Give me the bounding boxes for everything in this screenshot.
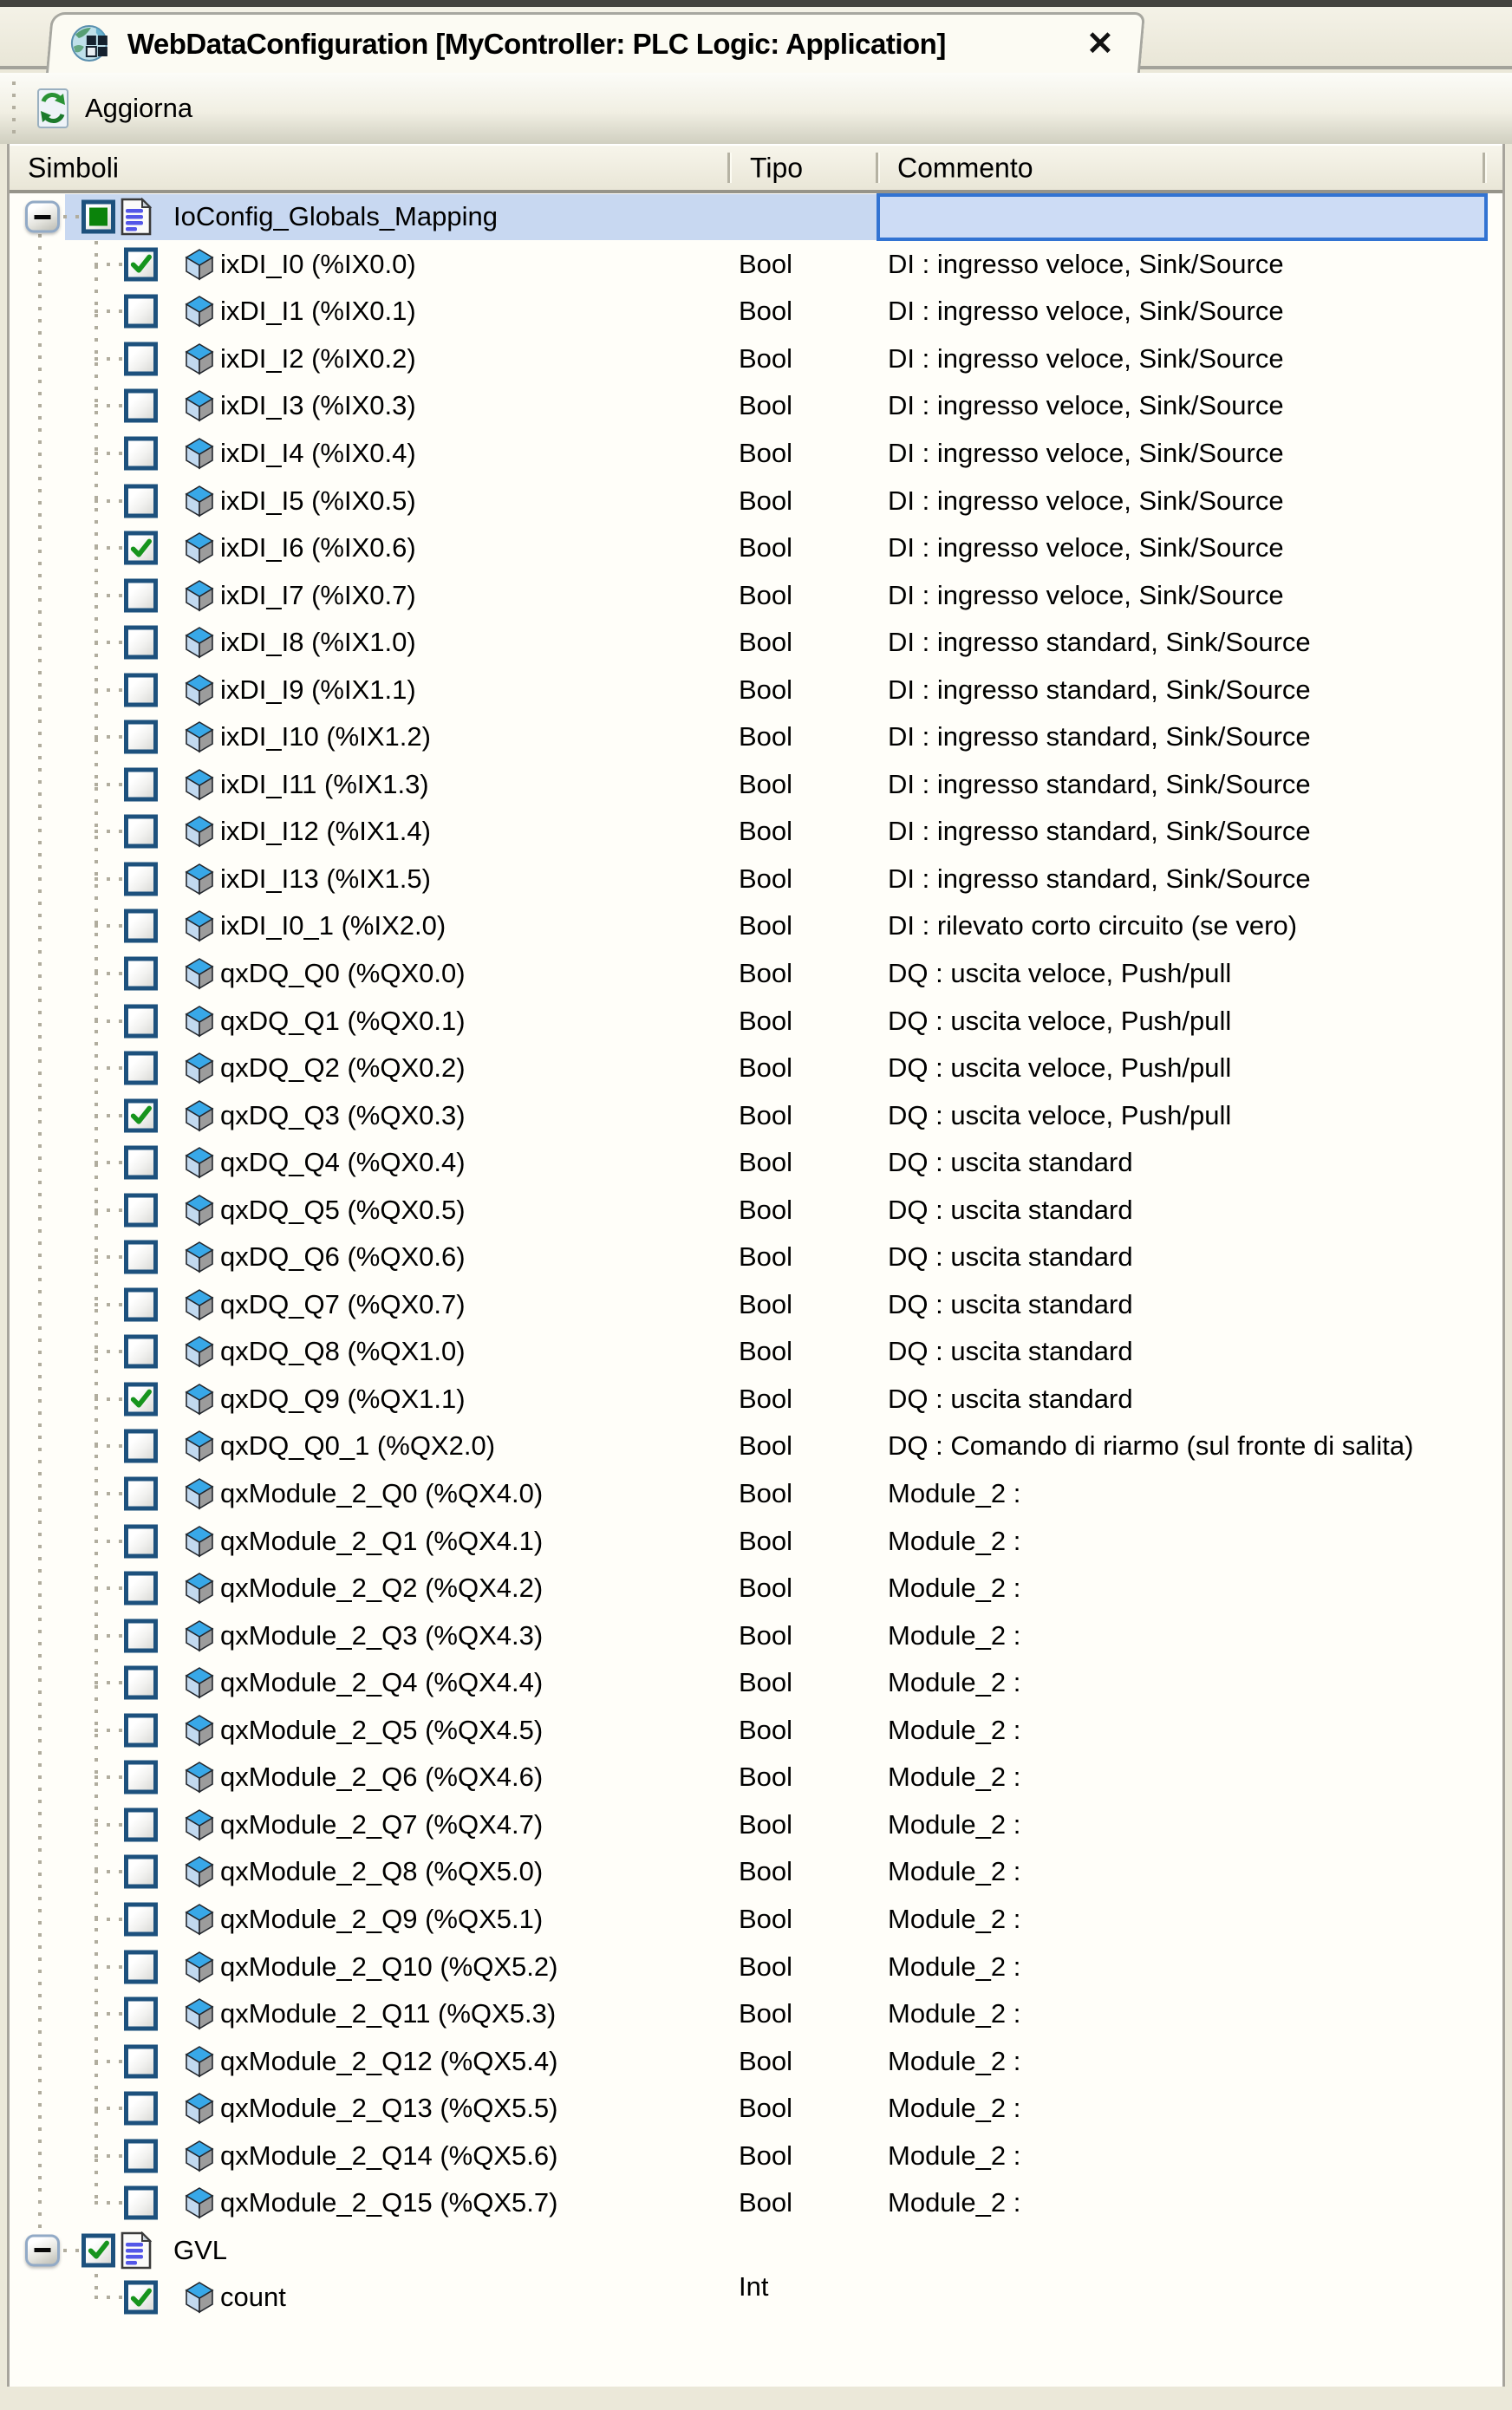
symbol-row[interactable]	[10, 1848, 1502, 1896]
symbol-comment: DQ : uscita standard	[888, 1383, 1133, 1414]
symbol-comment: DI : ingresso standard, Sink/Source	[888, 721, 1311, 752]
symbol-name: qxModule_2_Q13 (%QX5.5)	[220, 2093, 558, 2124]
group-name: IoConfig_Globals_Mapping	[173, 201, 498, 232]
symbol-type: Bool	[739, 1194, 793, 1225]
symbol-row[interactable]	[10, 1423, 1502, 1470]
column-header-tipo[interactable]: Tipo	[750, 152, 804, 183]
variable-icon	[185, 579, 214, 612]
table-header	[10, 144, 1502, 193]
symbol-name: qxDQ_Q8 (%QX1.0)	[220, 1336, 466, 1367]
symbol-comment: Module_2 :	[888, 2093, 1021, 2124]
symbol-comment: Module_2 :	[888, 1667, 1021, 1698]
symbol-name: qxModule_2_Q5 (%QX4.5)	[220, 1714, 544, 1745]
symbol-checkbox[interactable]	[124, 1619, 158, 1652]
symbol-row[interactable]	[10, 1186, 1502, 1234]
variable-icon	[185, 2281, 214, 2314]
symbol-comment: DI : ingresso standard, Sink/Source	[888, 816, 1311, 847]
symbol-type: Bool	[739, 248, 793, 279]
symbol-comment: DI : ingresso standard, Sink/Source	[888, 627, 1311, 658]
symbol-type: Bool	[739, 2187, 793, 2218]
symbol-checkbox[interactable]	[124, 1572, 158, 1606]
variable-icon	[185, 1619, 214, 1652]
symbol-name: ixDI_I1 (%IX0.1)	[220, 296, 416, 327]
symbol-checkbox[interactable]	[124, 1761, 158, 1794]
symbol-type: Bool	[739, 438, 793, 468]
symbol-row[interactable]	[10, 571, 1502, 619]
symbol-comment: DQ : uscita standard	[888, 1288, 1133, 1319]
variable-icon	[185, 1714, 214, 1747]
variable-icon	[185, 2186, 214, 2219]
symbol-type: Bool	[739, 816, 793, 847]
symbol-row[interactable]	[10, 1896, 1502, 1944]
symbol-name: qxModule_2_Q3 (%QX4.3)	[220, 1619, 544, 1651]
symbol-type: Bool	[739, 1951, 793, 1982]
symbol-row[interactable]	[10, 997, 1502, 1045]
symbol-name: qxDQ_Q0_1 (%QX2.0)	[220, 1430, 496, 1462]
symbol-checkbox[interactable]	[124, 1287, 158, 1321]
variable-icon	[185, 815, 214, 848]
symbol-comment: DQ : uscita standard	[888, 1147, 1133, 1178]
variable-icon	[185, 485, 214, 518]
symbol-type: Bool	[739, 627, 793, 658]
symbol-row[interactable]	[10, 619, 1502, 667]
symbol-checkbox[interactable]	[124, 1713, 158, 1747]
symbol-checkbox[interactable]	[124, 1477, 158, 1511]
symbol-comment: Module_2 :	[888, 1762, 1021, 1793]
symbol-comment: DI : ingresso standard, Sink/Source	[888, 863, 1311, 894]
column-resize-handle[interactable]	[876, 153, 878, 184]
symbol-type: Bool	[739, 1052, 793, 1084]
symbol-row[interactable]	[10, 761, 1502, 809]
symbol-type: Bool	[739, 342, 793, 374]
symbol-row[interactable]	[10, 1470, 1502, 1518]
symbol-checkbox[interactable]	[124, 2139, 158, 2172]
symbol-type: Bool	[739, 1525, 793, 1556]
symbol-row[interactable]	[10, 713, 1502, 761]
symbol-checkbox[interactable]	[124, 1808, 158, 1841]
variable-icon	[185, 437, 214, 470]
symbol-type: Bool	[739, 296, 793, 327]
symbol-comment: DQ : uscita veloce, Push/pull	[888, 958, 1232, 989]
symbol-row[interactable]	[10, 950, 1502, 998]
symbol-comment: DI : ingresso veloce, Sink/Source	[888, 485, 1284, 516]
symbol-comment: Module_2 :	[888, 2140, 1021, 2171]
group-name: GVL	[173, 2234, 228, 2265]
symbol-name: ixDI_I7 (%IX0.7)	[220, 579, 416, 610]
symbol-row[interactable]	[10, 288, 1502, 335]
symbol-name: qxModule_2_Q6 (%QX4.6)	[220, 1762, 544, 1793]
symbol-comment: DI : ingresso veloce, Sink/Source	[888, 296, 1284, 327]
symbol-type: Bool	[739, 768, 793, 799]
variable-icon	[185, 1005, 214, 1038]
symbol-name: ixDI_I12 (%IX1.4)	[220, 816, 431, 847]
symbol-checkbox[interactable]	[124, 484, 158, 518]
symbol-row[interactable]	[10, 335, 1502, 383]
column-header-simboli[interactable]: Simboli	[28, 152, 119, 183]
symbol-row[interactable]	[10, 2179, 1502, 2227]
symbol-checkbox[interactable]	[124, 1193, 158, 1227]
variable-icon	[185, 1808, 214, 1841]
symbol-type: Bool	[739, 674, 793, 705]
symbol-comment: Module_2 :	[888, 2187, 1021, 2218]
symbol-row[interactable]	[10, 524, 1502, 572]
variable-icon	[185, 1761, 214, 1794]
symbol-type: Bool	[739, 1430, 793, 1462]
symbol-comment: DQ : uscita standard	[888, 1241, 1133, 1273]
symbol-name: qxDQ_Q6 (%QX0.6)	[220, 1241, 466, 1273]
variable-icon	[185, 389, 214, 422]
symbol-type: Bool	[739, 2045, 793, 2076]
symbol-row[interactable]	[10, 1565, 1502, 1612]
variable-icon	[185, 1572, 214, 1605]
symbol-name: qxModule_2_Q0 (%QX4.0)	[220, 1478, 544, 1509]
refresh-label: Aggiorna	[85, 93, 193, 123]
symbol-name: qxModule_2_Q10 (%QX5.2)	[220, 1951, 558, 1982]
symbol-checkbox[interactable]	[124, 673, 158, 707]
variable-icon	[185, 2140, 214, 2172]
variable-icon	[185, 342, 214, 375]
symbol-type: Bool	[739, 1762, 793, 1793]
symbol-comment: DQ : Comando di riarmo (sul fronte di salita)	[888, 1430, 1414, 1462]
minus-glyph	[35, 215, 51, 219]
symbol-row[interactable]	[10, 1376, 1502, 1423]
variable-icon	[185, 1194, 214, 1227]
symbol-type: Int	[739, 2271, 769, 2303]
symbol-checkbox[interactable]	[124, 626, 158, 660]
symbol-row[interactable]	[10, 1234, 1502, 1281]
symbol-checkbox[interactable]	[81, 200, 115, 234]
symbol-type: Bool	[739, 579, 793, 610]
symbol-type: Bool	[739, 1856, 793, 1887]
symbol-type: Bool	[739, 863, 793, 894]
variable-icon	[185, 1288, 214, 1321]
symbol-row[interactable]	[10, 1091, 1502, 1139]
symbol-name: ixDI_I6 (%IX0.6)	[220, 532, 416, 563]
refresh-button[interactable]	[35, 88, 192, 129]
symbol-type: Bool	[739, 958, 793, 989]
symbol-name: qxDQ_Q4 (%QX0.4)	[220, 1147, 466, 1178]
column-header-commento[interactable]: Commento	[897, 152, 1033, 183]
symbol-type: Bool	[739, 485, 793, 516]
symbol-comment: DQ : uscita veloce, Push/pull	[888, 1005, 1232, 1036]
symbol-comment: Module_2 :	[888, 1903, 1021, 1934]
symbol-name: ixDI_I0_1 (%IX2.0)	[220, 910, 446, 941]
symbol-checkbox[interactable]	[124, 862, 158, 896]
symbol-checkbox[interactable]	[124, 815, 158, 849]
symbol-comment: DI : ingresso standard, Sink/Source	[888, 674, 1311, 705]
toolbar	[0, 73, 1512, 144]
symbol-checkbox[interactable]	[124, 767, 158, 801]
symbol-row[interactable]	[10, 2132, 1502, 2179]
symbol-row[interactable]	[10, 382, 1502, 430]
variable-icon	[185, 1335, 214, 1368]
collapse-expander[interactable]	[25, 201, 60, 233]
symbol-checkbox[interactable]	[124, 247, 158, 281]
symbol-type: Bool	[739, 1478, 793, 1509]
variable-icon	[185, 1383, 214, 1416]
symbol-checkbox[interactable]	[124, 437, 158, 471]
symbol-checkbox[interactable]	[124, 342, 158, 375]
window-bottom-strip	[0, 2387, 1512, 2410]
window-title: WebDataConfiguration [MyController: PLC Logic: Application]	[127, 27, 946, 60]
symbol-comment: DI : ingresso veloce, Sink/Source	[888, 342, 1284, 374]
variable-icon	[185, 1241, 214, 1273]
symbol-type: Bool	[739, 1619, 793, 1651]
symbol-name: ixDI_I8 (%IX1.0)	[220, 627, 416, 658]
variable-icon	[185, 768, 214, 801]
symbol-checkbox[interactable]	[124, 1146, 158, 1180]
symbol-comment: DQ : uscita standard	[888, 1194, 1133, 1225]
symbol-comment: Module_2 :	[888, 1619, 1021, 1651]
variable-icon	[185, 1477, 214, 1510]
symbol-name: qxModule_2_Q11 (%QX5.3)	[220, 1998, 557, 2029]
variable-icon	[185, 626, 214, 659]
symbol-checkbox[interactable]	[124, 295, 158, 329]
symbol-comment: DQ : uscita veloce, Push/pull	[888, 1099, 1232, 1130]
symbol-row[interactable]	[10, 1045, 1502, 1092]
symbol-row[interactable]	[10, 808, 1502, 856]
symbol-type: Bool	[739, 1288, 793, 1319]
symbol-type: Bool	[739, 1998, 793, 2029]
symbol-type: Bool	[739, 1241, 793, 1273]
variable-icon	[185, 674, 214, 707]
symbol-row[interactable]	[10, 1328, 1502, 1376]
variable-icon	[185, 1666, 214, 1699]
symbol-comment: DI : ingresso veloce, Sink/Source	[888, 579, 1284, 610]
variable-icon	[185, 1099, 214, 1132]
variable-icon	[185, 1052, 214, 1084]
symbol-comment: Module_2 :	[888, 1808, 1021, 1840]
symbol-name: qxDQ_Q1 (%QX0.1)	[220, 1005, 466, 1036]
symbol-checkbox[interactable]	[124, 1950, 158, 1983]
symbol-row[interactable]	[10, 2271, 1502, 2322]
symbol-name: ixDI_I10 (%IX1.2)	[220, 721, 431, 752]
symbol-checkbox[interactable]	[124, 1335, 158, 1369]
symbol-checkbox[interactable]	[124, 1241, 158, 1274]
variable-icon	[185, 1997, 214, 2030]
symbol-name: qxModule_2_Q15 (%QX5.7)	[220, 2187, 558, 2218]
symbol-name: qxDQ_Q5 (%QX0.5)	[220, 1194, 466, 1225]
symbol-row[interactable]	[10, 1801, 1502, 1849]
variable-icon	[185, 295, 214, 328]
symbol-checkbox[interactable]	[124, 1430, 158, 1463]
symbol-type: Bool	[739, 1714, 793, 1745]
symbol-row[interactable]	[10, 1139, 1502, 1187]
variable-icon	[185, 248, 214, 281]
symbol-comment: DQ : uscita standard	[888, 1336, 1133, 1367]
symbol-type: Bool	[739, 1147, 793, 1178]
symbol-comment: Module_2 :	[888, 1951, 1021, 1982]
symbol-type: Bool	[739, 1005, 793, 1036]
symbol-comment: DI : ingresso veloce, Sink/Source	[888, 438, 1284, 468]
symbol-row[interactable]	[10, 1707, 1502, 1755]
webdata-globe-icon	[70, 24, 110, 64]
variable-icon	[185, 1855, 214, 1888]
variable-icon	[185, 909, 214, 942]
symbol-checkbox[interactable]	[124, 1098, 158, 1132]
minus-glyph	[35, 2248, 51, 2252]
symbol-name: ixDI_I11 (%IX1.3)	[220, 768, 429, 799]
close-icon[interactable]: ✕	[1086, 25, 1114, 62]
symbol-checkbox[interactable]	[124, 2281, 158, 2315]
refresh-icon	[35, 88, 71, 129]
symbol-type: Bool	[739, 1808, 793, 1840]
symbol-comment: DI : ingresso standard, Sink/Source	[888, 768, 1311, 799]
symbol-name: ixDI_I5 (%IX0.5)	[220, 485, 416, 516]
symbol-comment: DI : ingresso veloce, Sink/Source	[888, 390, 1284, 421]
symbol-checkbox[interactable]	[124, 909, 158, 943]
symbol-name: qxModule_2_Q1 (%QX4.1)	[220, 1525, 544, 1556]
symbol-row[interactable]	[10, 1612, 1502, 1659]
variable-icon	[185, 720, 214, 753]
variable-icon	[185, 1951, 214, 1983]
symbol-checkbox[interactable]	[124, 1666, 158, 1700]
symbol-comment: DI : ingresso veloce, Sink/Source	[888, 248, 1284, 279]
symbol-type: Bool	[739, 532, 793, 563]
symbol-type: Bool	[739, 1573, 793, 1604]
webdataconfiguration-tab[interactable]	[46, 12, 1145, 73]
symbol-row[interactable]	[10, 1659, 1502, 1707]
symbol-type: Bool	[739, 910, 793, 941]
symbol-name: ixDI_I3 (%IX0.3)	[220, 390, 416, 421]
variable-icon	[185, 2045, 214, 2078]
symbol-comment: Module_2 :	[888, 1714, 1021, 1745]
symbol-type: Bool	[739, 390, 793, 421]
symbol-comment: Module_2 :	[888, 1478, 1021, 1509]
symbol-checkbox[interactable]	[124, 1004, 158, 1038]
symbol-comment: Module_2 :	[888, 1998, 1021, 2029]
symbol-checkbox[interactable]	[124, 1997, 158, 2031]
toolbar-gripper[interactable]	[12, 81, 16, 135]
column-resize-handle[interactable]	[1483, 153, 1485, 184]
symbol-row[interactable]	[10, 2085, 1502, 2133]
symbol-checkbox[interactable]	[124, 1855, 158, 1889]
symbol-comment: DQ : uscita veloce, Push/pull	[888, 1052, 1232, 1084]
symbol-name: qxDQ_Q7 (%QX0.7)	[220, 1288, 466, 1319]
symbol-row[interactable]	[10, 856, 1502, 903]
symbol-checkbox[interactable]	[124, 1052, 158, 1085]
variable-icon	[185, 531, 214, 564]
symbol-name: qxModule_2_Q8 (%QX5.0)	[220, 1856, 544, 1887]
symbol-type: Bool	[739, 1336, 793, 1367]
symbol-checkbox[interactable]	[124, 1382, 158, 1416]
symbol-type: Bool	[739, 1903, 793, 1934]
symbol-name: qxDQ_Q9 (%QX1.1)	[220, 1383, 466, 1414]
symbol-type: Bool	[739, 1383, 793, 1414]
symbol-name: qxModule_2_Q2 (%QX4.2)	[220, 1573, 544, 1604]
symbol-name: count	[220, 2282, 286, 2313]
symbol-name: ixDI_I9 (%IX1.1)	[220, 674, 416, 705]
symbol-checkbox[interactable]	[81, 2233, 115, 2267]
symbol-name: ixDI_I4 (%IX0.4)	[220, 438, 416, 468]
variable-icon	[185, 863, 214, 896]
symbol-name: ixDI_I0 (%IX0.0)	[220, 248, 416, 279]
symbol-comment: Module_2 :	[888, 2045, 1021, 2076]
symbol-row[interactable]	[10, 1517, 1502, 1565]
symbol-comment: Module_2 :	[888, 1856, 1021, 1887]
symbol-checkbox[interactable]	[124, 2044, 158, 2078]
symbol-row[interactable]	[10, 2037, 1502, 2085]
variable-icon	[185, 1903, 214, 1936]
symbol-name: qxModule_2_Q14 (%QX5.6)	[220, 2140, 558, 2171]
comment-cell-focus[interactable]	[877, 193, 1488, 241]
symbol-name: qxDQ_Q2 (%QX0.2)	[220, 1052, 466, 1084]
variable-icon	[185, 2092, 214, 2125]
symbol-name: qxModule_2_Q12 (%QX5.4)	[220, 2045, 558, 2076]
mixed-state-mark	[89, 208, 108, 226]
symbol-row[interactable]	[10, 1943, 1502, 1990]
symbol-type: Bool	[739, 721, 793, 752]
symbol-row[interactable]	[10, 241, 1502, 289]
variable-icon	[185, 1430, 214, 1462]
document-tab-strip	[0, 7, 1512, 69]
symbol-checkbox[interactable]	[124, 1524, 158, 1558]
symbol-checkbox[interactable]	[124, 531, 158, 565]
symbol-comment: DI : ingresso veloce, Sink/Source	[888, 532, 1284, 563]
document-icon	[121, 2231, 152, 2270]
symbol-checkbox[interactable]	[124, 957, 158, 991]
symbol-checkbox[interactable]	[124, 720, 158, 754]
symbol-row[interactable]	[10, 430, 1502, 478]
symbol-name: qxModule_2_Q9 (%QX5.1)	[220, 1903, 544, 1934]
symbol-type: Bool	[739, 1099, 793, 1130]
group-row[interactable]	[10, 2227, 1502, 2275]
symbol-tree	[10, 193, 1502, 2322]
variable-icon	[185, 1525, 214, 1558]
symbol-name: qxDQ_Q3 (%QX0.3)	[220, 1099, 466, 1130]
symbol-name: qxDQ_Q0 (%QX0.0)	[220, 958, 466, 989]
symbol-comment: Module_2 :	[888, 1525, 1021, 1556]
variable-icon	[185, 957, 214, 990]
symbol-comment: DI : rilevato corto circuito (se vero)	[888, 910, 1298, 941]
symbol-row[interactable]	[10, 1754, 1502, 1801]
symbol-table-panel	[7, 144, 1505, 2387]
window-top-edge	[0, 0, 1512, 7]
symbol-comment: Module_2 :	[888, 1573, 1021, 1604]
symbol-row[interactable]	[10, 666, 1502, 713]
symbol-checkbox[interactable]	[124, 389, 158, 423]
symbol-checkbox[interactable]	[124, 2186, 158, 2220]
symbol-type: Bool	[739, 1667, 793, 1698]
symbol-checkbox[interactable]	[124, 1902, 158, 1936]
symbol-type: Bool	[739, 2093, 793, 2124]
symbol-row[interactable]	[10, 477, 1502, 524]
symbol-name: qxModule_2_Q7 (%QX4.7)	[220, 1808, 544, 1840]
collapse-expander[interactable]	[25, 2234, 60, 2266]
column-resize-handle[interactable]	[727, 153, 730, 184]
symbol-name: ixDI_I2 (%IX0.2)	[220, 342, 416, 374]
symbol-row[interactable]	[10, 1990, 1502, 2038]
document-icon	[121, 198, 152, 236]
symbol-checkbox[interactable]	[124, 2092, 158, 2126]
symbol-name: ixDI_I13 (%IX1.5)	[220, 863, 431, 894]
symbol-row[interactable]	[10, 902, 1502, 950]
symbol-row[interactable]	[10, 1281, 1502, 1329]
symbol-type: Bool	[739, 2140, 793, 2171]
symbol-checkbox[interactable]	[124, 578, 158, 612]
group-row[interactable]	[10, 193, 1502, 241]
variable-icon	[185, 1146, 214, 1179]
symbol-name: qxModule_2_Q4 (%QX4.4)	[220, 1667, 544, 1698]
